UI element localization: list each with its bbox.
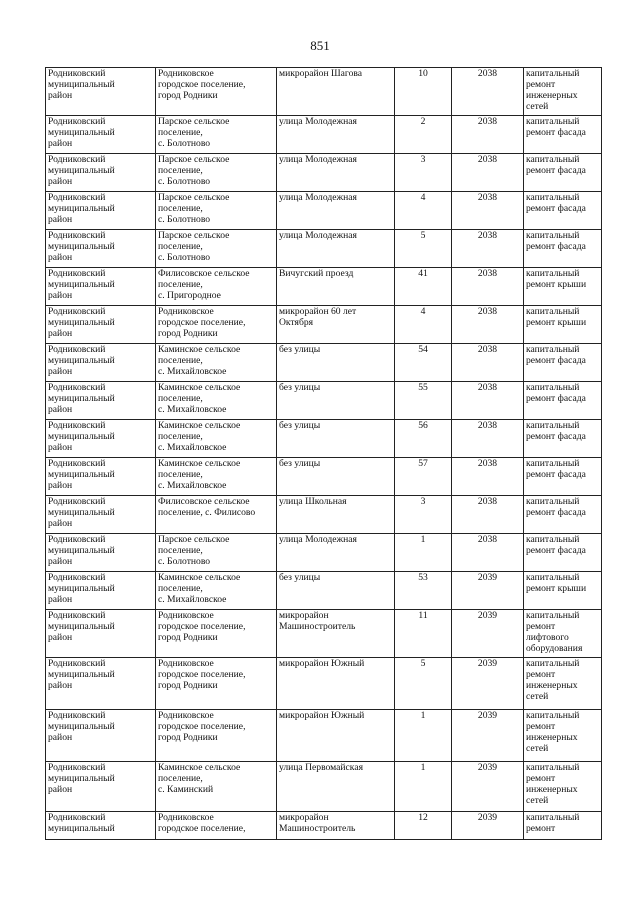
house-number-cell: 1 [395, 710, 452, 762]
year-cell: 2038 [452, 306, 524, 344]
table-row [46, 154, 602, 192]
street-cell: микрорайон Машиностроитель [277, 812, 395, 840]
settlement-cell: Парское сельское поселение, с. Болотново [156, 192, 277, 230]
table-row [46, 534, 602, 572]
table-row [46, 382, 602, 420]
table-row [46, 116, 602, 154]
street-cell: улица Школьная [277, 496, 395, 534]
work-type-cell: капитальный ремонт инженерных сетей [524, 68, 602, 116]
district-cell: Родниковский муниципальный район [46, 344, 156, 382]
house-number-cell: 5 [395, 230, 452, 268]
work-type-cell: капитальный ремонт фасада [524, 116, 602, 154]
table-row [46, 610, 602, 658]
district-cell: Родниковский муниципальный район [46, 68, 156, 116]
house-number-cell: 3 [395, 496, 452, 534]
district-cell: Родниковский муниципальный район [46, 268, 156, 306]
settlement-cell: Родниковское городское поселение, город Родники [156, 610, 277, 658]
settlement-cell: Филисовское сельское поселение, с. Филисово [156, 496, 277, 534]
year-cell: 2038 [452, 382, 524, 420]
street-cell: улица Первомайская [277, 762, 395, 812]
table-row [46, 710, 602, 762]
district-cell: Родниковский муниципальный район [46, 382, 156, 420]
street-cell: улица Молодежная [277, 116, 395, 154]
work-type-cell: капитальный ремонт фасада [524, 496, 602, 534]
settlement-cell: Каминское сельское поселение, с. Михайловское [156, 458, 277, 496]
street-cell: без улицы [277, 382, 395, 420]
street-cell: микрорайон 60 лет Октября [277, 306, 395, 344]
year-cell: 2039 [452, 762, 524, 812]
house-number-cell: 11 [395, 610, 452, 658]
year-cell: 2038 [452, 420, 524, 458]
year-cell: 2038 [452, 268, 524, 306]
settlement-cell: Родниковское городское поселение, город Родники [156, 306, 277, 344]
table-row [46, 306, 602, 344]
settlement-cell: Парское сельское поселение, с. Болотново [156, 230, 277, 268]
street-cell: улица Молодежная [277, 154, 395, 192]
work-type-cell: капитальный ремонт фасада [524, 458, 602, 496]
settlement-cell: Каминское сельское поселение, с. Михайловское [156, 344, 277, 382]
work-type-cell: капитальный ремонт фасада [524, 230, 602, 268]
house-number-cell: 2 [395, 116, 452, 154]
district-cell: Родниковский муниципальный район [46, 116, 156, 154]
district-cell: Родниковский муниципальный район [46, 534, 156, 572]
district-cell: Родниковский муниципальный район [46, 658, 156, 710]
district-cell: Родниковский муниципальный район [46, 306, 156, 344]
district-cell: Родниковский муниципальный район [46, 610, 156, 658]
street-cell: микрорайон Южный [277, 710, 395, 762]
work-type-cell: капитальный ремонт лифтового оборудования [524, 610, 602, 658]
house-number-cell: 1 [395, 762, 452, 812]
work-type-cell: капитальный ремонт инженерных сетей [524, 658, 602, 710]
work-type-cell: капитальный ремонт фасада [524, 192, 602, 230]
street-cell: микрорайон Шагова [277, 68, 395, 116]
year-cell: 2038 [452, 192, 524, 230]
year-cell: 2039 [452, 610, 524, 658]
settlement-cell: Родниковское городское поселение, [156, 812, 277, 840]
house-number-cell: 1 [395, 534, 452, 572]
year-cell: 2039 [452, 658, 524, 710]
settlement-cell: Каминское сельское поселение, с. Каминский [156, 762, 277, 812]
table-row [46, 68, 602, 116]
settlement-cell: Родниковское городское поселение, город Родники [156, 68, 277, 116]
house-number-cell: 4 [395, 192, 452, 230]
year-cell: 2038 [452, 534, 524, 572]
table-row [46, 192, 602, 230]
house-number-cell: 41 [395, 268, 452, 306]
year-cell: 2038 [452, 496, 524, 534]
work-type-cell: капитальный ремонт фасада [524, 534, 602, 572]
year-cell: 2038 [452, 116, 524, 154]
house-number-cell: 57 [395, 458, 452, 496]
work-type-cell: капитальный ремонт инженерных сетей [524, 710, 602, 762]
district-cell: Родниковский муниципальный район [46, 192, 156, 230]
table-row [46, 762, 602, 812]
street-cell: без улицы [277, 458, 395, 496]
district-cell: Родниковский муниципальный район [46, 496, 156, 534]
district-cell: Родниковский муниципальный район [46, 762, 156, 812]
settlement-cell: Парское сельское поселение, с. Болотново [156, 534, 277, 572]
district-cell: Родниковский муниципальный район [46, 154, 156, 192]
table-row [46, 572, 602, 610]
work-type-cell: капитальный ремонт фасада [524, 420, 602, 458]
settlement-cell: Каминское сельское поселение, с. Михайловское [156, 420, 277, 458]
housing-repair-table [45, 67, 602, 840]
house-number-cell: 5 [395, 658, 452, 710]
year-cell: 2038 [452, 68, 524, 116]
street-cell: микрорайон Машиностроитель [277, 610, 395, 658]
settlement-cell: Филисовское сельское поселение, с. Пригородное [156, 268, 277, 306]
work-type-cell: капитальный ремонт крыши [524, 572, 602, 610]
house-number-cell: 12 [395, 812, 452, 840]
table-row [46, 344, 602, 382]
settlement-cell: Парское сельское поселение, с. Болотново [156, 154, 277, 192]
street-cell: микрорайон Южный [277, 658, 395, 710]
house-number-cell: 54 [395, 344, 452, 382]
work-type-cell: капитальный ремонт крыши [524, 268, 602, 306]
year-cell: 2038 [452, 230, 524, 268]
street-cell: без улицы [277, 344, 395, 382]
table-row [46, 268, 602, 306]
settlement-cell: Родниковское городское поселение, город Родники [156, 658, 277, 710]
page-number: 851 [310, 38, 330, 53]
year-cell: 2039 [452, 812, 524, 840]
district-cell: Родниковский муниципальный район [46, 230, 156, 268]
table-row [46, 458, 602, 496]
settlement-cell: Каминское сельское поселение, с. Михайловское [156, 382, 277, 420]
year-cell: 2038 [452, 458, 524, 496]
house-number-cell: 10 [395, 68, 452, 116]
settlement-cell: Парское сельское поселение, с. Болотново [156, 116, 277, 154]
house-number-cell: 4 [395, 306, 452, 344]
district-cell: Родниковский муниципальный [46, 812, 156, 840]
street-cell: улица Молодежная [277, 534, 395, 572]
street-cell: улица Молодежная [277, 192, 395, 230]
work-type-cell: капитальный ремонт крыши [524, 306, 602, 344]
house-number-cell: 53 [395, 572, 452, 610]
settlement-cell: Родниковское городское поселение, город Родники [156, 710, 277, 762]
work-type-cell: капитальный ремонт инженерных сетей [524, 762, 602, 812]
street-cell: улица Молодежная [277, 230, 395, 268]
house-number-cell: 3 [395, 154, 452, 192]
table-row [46, 812, 602, 840]
district-cell: Родниковский муниципальный район [46, 710, 156, 762]
settlement-cell: Каминское сельское поселение, с. Михайловское [156, 572, 277, 610]
table-row [46, 230, 602, 268]
year-cell: 2039 [452, 572, 524, 610]
district-cell: Родниковский муниципальный район [46, 420, 156, 458]
street-cell: без улицы [277, 420, 395, 458]
year-cell: 2038 [452, 154, 524, 192]
house-number-cell: 56 [395, 420, 452, 458]
table-row [46, 496, 602, 534]
table-row [46, 658, 602, 710]
street-cell: без улицы [277, 572, 395, 610]
year-cell: 2038 [452, 344, 524, 382]
table-row [46, 420, 602, 458]
work-type-cell: капитальный ремонт фасада [524, 154, 602, 192]
street-cell: Вичугский проезд [277, 268, 395, 306]
district-cell: Родниковский муниципальный район [46, 572, 156, 610]
district-cell: Родниковский муниципальный район [46, 458, 156, 496]
work-type-cell: капитальный ремонт [524, 812, 602, 840]
year-cell: 2039 [452, 710, 524, 762]
house-number-cell: 55 [395, 382, 452, 420]
work-type-cell: капитальный ремонт фасада [524, 344, 602, 382]
work-type-cell: капитальный ремонт фасада [524, 382, 602, 420]
